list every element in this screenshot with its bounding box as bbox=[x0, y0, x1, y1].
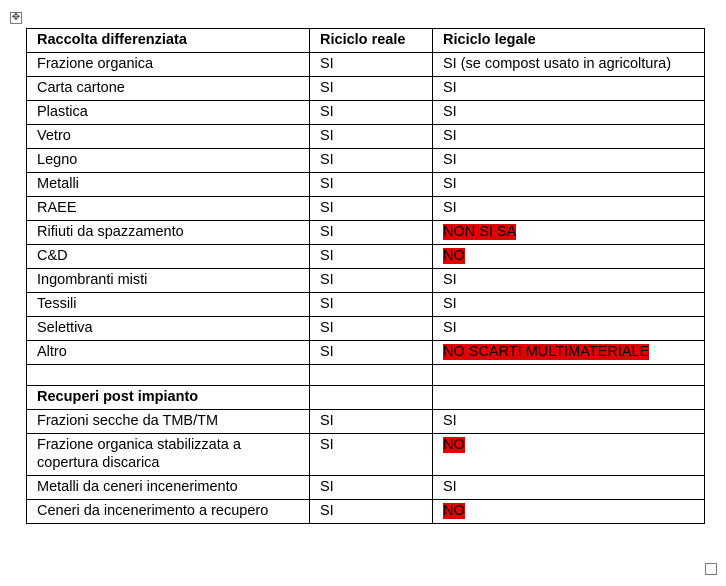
category-cell: Selettiva bbox=[27, 317, 310, 341]
table-row bbox=[27, 53, 705, 77]
riciclo-reale-cell: SI bbox=[310, 245, 433, 269]
category-cell: Frazione organica bbox=[27, 53, 310, 77]
riciclo-legale-cell: SI bbox=[433, 125, 705, 149]
riciclo-reale-cell: SI bbox=[310, 53, 433, 77]
empty-cell bbox=[310, 386, 433, 410]
table-row bbox=[27, 341, 705, 365]
riciclo-legale-cell: SI bbox=[433, 317, 705, 341]
riciclo-legale-cell: SI bbox=[433, 101, 705, 125]
highlighted-text: NO SCARTI MULTIMATERIALE bbox=[443, 344, 650, 360]
highlighted-text: NO bbox=[443, 503, 465, 519]
header-cell-raccolta: Raccolta differenziata bbox=[27, 29, 310, 53]
table-row bbox=[27, 269, 705, 293]
riciclo-reale-cell: SI bbox=[310, 197, 433, 221]
riciclo-reale-cell: SI bbox=[310, 101, 433, 125]
table-row bbox=[27, 77, 705, 101]
recycling-table bbox=[26, 28, 705, 524]
category-cell: Ceneri da incenerimento a recupero bbox=[27, 500, 310, 524]
table-row bbox=[27, 476, 705, 500]
table-row bbox=[27, 245, 705, 269]
header-cell-riciclo-legale: Riciclo legale bbox=[433, 29, 705, 53]
highlighted-text: NO bbox=[443, 248, 465, 264]
table-row bbox=[27, 197, 705, 221]
table-move-handle-icon[interactable]: ✥ bbox=[11, 12, 21, 23]
riciclo-legale-cell: SI bbox=[433, 410, 705, 434]
empty-cell bbox=[310, 365, 433, 386]
table-row bbox=[27, 125, 705, 149]
category-cell: Frazioni secche da TMB/TM bbox=[27, 410, 310, 434]
riciclo-reale-cell: SI bbox=[310, 125, 433, 149]
empty-cell bbox=[433, 365, 705, 386]
empty-cell bbox=[433, 386, 705, 410]
riciclo-reale-cell: SI bbox=[310, 293, 433, 317]
table-row bbox=[27, 101, 705, 125]
table-row bbox=[27, 434, 705, 476]
category-cell: Frazione organica stabilizzata a copertura discarica bbox=[27, 434, 310, 476]
riciclo-legale-cell: SI bbox=[433, 269, 705, 293]
riciclo-reale-cell: SI bbox=[310, 410, 433, 434]
riciclo-legale-cell: SI bbox=[433, 197, 705, 221]
table-row bbox=[27, 317, 705, 341]
category-cell: Plastica bbox=[27, 101, 310, 125]
table-row bbox=[27, 410, 705, 434]
category-cell: Carta cartone bbox=[27, 77, 310, 101]
empty-row bbox=[27, 365, 705, 386]
table-header-row bbox=[27, 29, 705, 53]
category-cell: Metalli da ceneri incenerimento bbox=[27, 476, 310, 500]
riciclo-reale-cell: SI bbox=[310, 476, 433, 500]
riciclo-reale-cell: SI bbox=[310, 221, 433, 245]
riciclo-legale-cell: SI bbox=[433, 77, 705, 101]
riciclo-legale-cell bbox=[433, 221, 705, 245]
riciclo-reale-cell: SI bbox=[310, 77, 433, 101]
table-row bbox=[27, 500, 705, 524]
highlighted-text: NON SI SA bbox=[443, 224, 517, 240]
riciclo-legale-cell bbox=[433, 434, 705, 476]
riciclo-legale-cell: SI bbox=[433, 149, 705, 173]
category-cell: Altro bbox=[27, 341, 310, 365]
riciclo-legale-cell: SI bbox=[433, 293, 705, 317]
section-title-row bbox=[27, 386, 705, 410]
table-row bbox=[27, 149, 705, 173]
section-title-cell: Recuperi post impianto bbox=[27, 386, 310, 410]
riciclo-reale-cell: SI bbox=[310, 173, 433, 197]
riciclo-reale-cell: SI bbox=[310, 434, 433, 476]
category-cell: Metalli bbox=[27, 173, 310, 197]
riciclo-reale-cell: SI bbox=[310, 149, 433, 173]
header-cell-riciclo-reale: Riciclo reale bbox=[310, 29, 433, 53]
table-row bbox=[27, 293, 705, 317]
table-row bbox=[27, 221, 705, 245]
riciclo-legale-cell bbox=[433, 245, 705, 269]
riciclo-legale-cell: SI (se compost usato in agricoltura) bbox=[433, 53, 705, 77]
category-cell: C&D bbox=[27, 245, 310, 269]
table-row bbox=[27, 173, 705, 197]
riciclo-reale-cell: SI bbox=[310, 269, 433, 293]
riciclo-reale-cell: SI bbox=[310, 500, 433, 524]
riciclo-legale-cell: SI bbox=[433, 476, 705, 500]
table-resize-handle-icon[interactable] bbox=[705, 563, 717, 575]
riciclo-reale-cell: SI bbox=[310, 317, 433, 341]
category-cell: RAEE bbox=[27, 197, 310, 221]
category-cell: Ingombranti misti bbox=[27, 269, 310, 293]
riciclo-reale-cell: SI bbox=[310, 341, 433, 365]
category-cell: Legno bbox=[27, 149, 310, 173]
highlighted-text: NO bbox=[443, 437, 465, 453]
riciclo-legale-cell bbox=[433, 500, 705, 524]
empty-cell bbox=[27, 365, 310, 386]
category-cell: Vetro bbox=[27, 125, 310, 149]
category-cell: Tessili bbox=[27, 293, 310, 317]
riciclo-legale-cell bbox=[433, 341, 705, 365]
category-cell: Rifiuti da spazzamento bbox=[27, 221, 310, 245]
riciclo-legale-cell: SI bbox=[433, 173, 705, 197]
